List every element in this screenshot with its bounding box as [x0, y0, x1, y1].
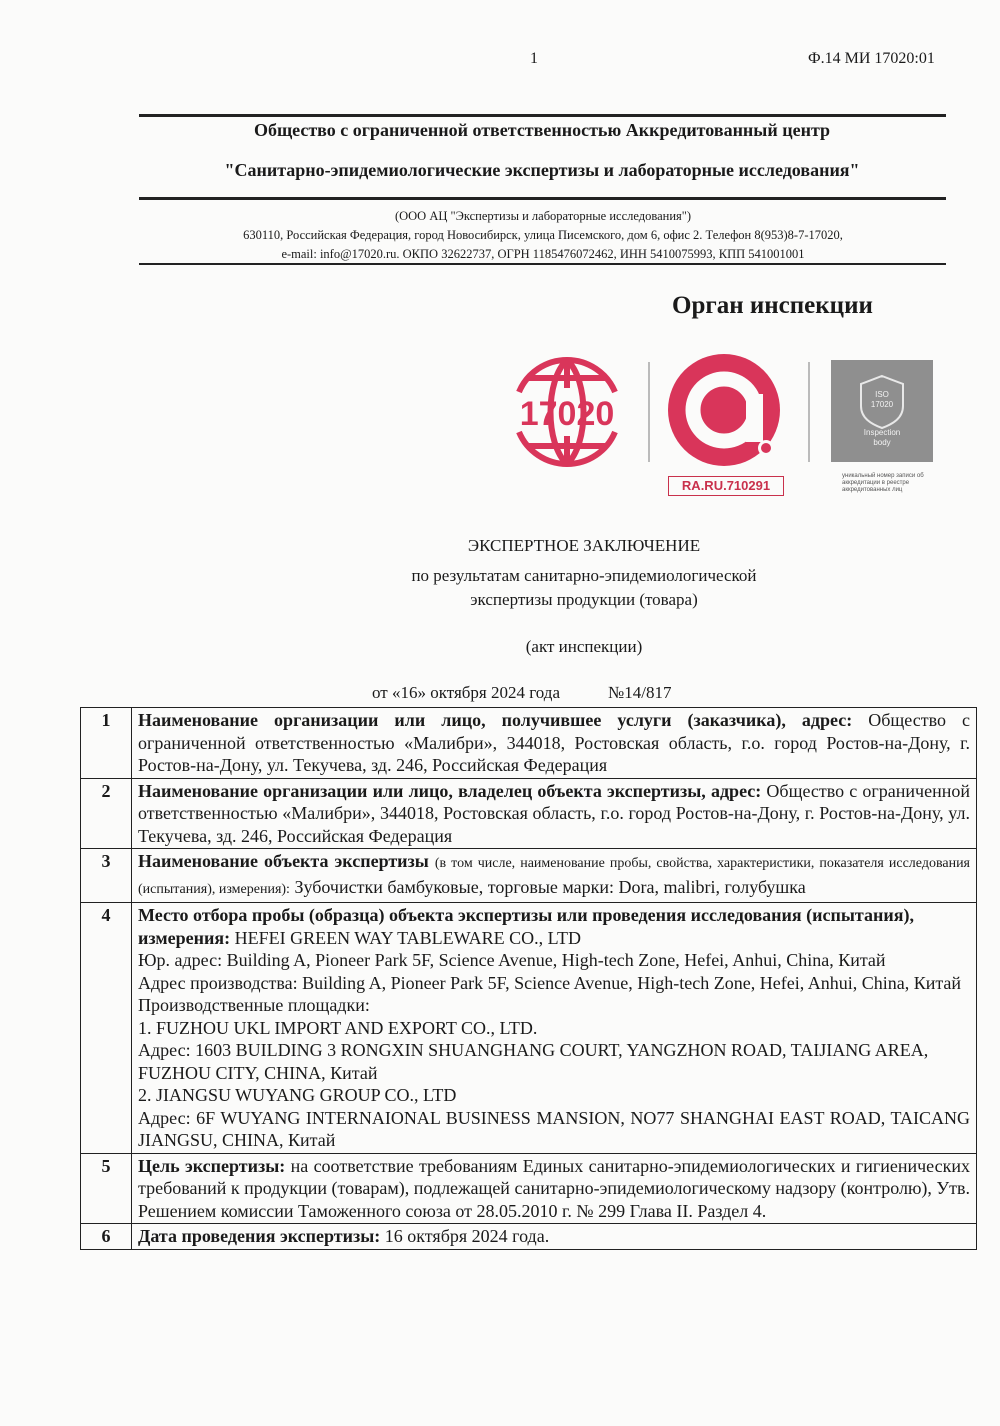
document-title: ЭКСПЕРТНОЕ ЗАКЛЮЧЕНИЕ	[467, 536, 701, 555]
production-site-1: 1. FUZHOU UKL IMPORT AND EXPORT CO., LTD.	[138, 1017, 538, 1038]
iso-label: ISO	[875, 390, 889, 399]
table-row	[81, 849, 977, 903]
logo-17020-text: 17020	[519, 395, 615, 433]
row-number: 1	[81, 708, 132, 779]
document-date: от «16» октября 2024 года	[372, 683, 560, 702]
row-number: 6	[81, 1224, 132, 1250]
row-content	[132, 849, 977, 903]
organization-name-line1: Общество с ограниченной ответственностью Аккредитованный центр	[253, 120, 831, 140]
accreditation-a-logo-icon	[666, 352, 786, 477]
row-text: Зубочистки бамбуковые, торговые марки: Dora, malibri, голубушка	[294, 876, 806, 897]
form-code: Ф.14 МИ 17020:01	[808, 50, 935, 67]
production-sites-heading: Производственные площадки:	[138, 995, 370, 1015]
header-top-rule	[139, 114, 946, 117]
header-middle-rule	[139, 197, 946, 200]
row-label: Наименование объекта экспертизы	[138, 851, 429, 871]
row-content	[132, 1153, 977, 1224]
document-act-label: (акт инспекции)	[525, 637, 643, 656]
row-text: на соответствие требованиям Единых санитарно-эпидемиологических и гигиенических требований к продукции (товарам), подлежащей санитарно-эпидемиологическому надзору (контролю), Утв. Решением комиссии Таможенного союза от 28.05.2010 г. № 299 Глава II. Раздел 4.	[138, 1155, 970, 1221]
row-text: HEFEI GREEN WAY TABLEWARE CO., LTD	[234, 927, 581, 948]
globe-17020-logo-icon	[505, 352, 629, 477]
row-label: Место отбора пробы (образца) объекта экспертизы или проведения исследования (испытания), измерения:	[138, 905, 914, 948]
organization-address: 630110, Российская Федерация, город Новосибирск, улица Писемского, дом 6, офис 2. Телефон 8(953)8-7-17020,	[243, 228, 843, 242]
table-row	[81, 778, 977, 849]
iso-17020-badge	[831, 360, 933, 462]
row-text: Общество с ограниченной ответственностью «Малибри», 344018, Ростовская область, г.о. город Ростов-на-Дону, г. Ростов-на-Дону, ул. Текучева, зд. 246, Российская Федерация	[138, 710, 970, 775]
row-label: Наименование организации или лицо, получившее услуги (заказчика), адрес:	[138, 710, 853, 730]
row-note: (в том числе, наименование пробы, свойства, характеристики, показателя исследования (испытания), измерения):	[138, 856, 971, 897]
iso-standard-number: 17020	[870, 400, 894, 409]
page-number: 1	[530, 50, 538, 67]
iso-registry-note: уникальный номер записи об аккредитации в реестре аккредитованных лиц	[842, 473, 924, 493]
logo-divider	[808, 362, 810, 462]
row-content	[132, 1224, 977, 1250]
organization-short-name: (ООО АЦ "Экспертизы и лабораторные исследования")	[394, 209, 692, 223]
production-site-2: 2. JIANGSU WUYANG GROUP CO., LTD	[138, 1085, 457, 1105]
production-site-2-address: Адрес: 6F WUYANG INTERNAIONAL BUSINESS MANSION, NO77 SHANGHAI EAST ROAD, TAICANG JIANGSU, CHINA, Китай	[138, 1107, 970, 1150]
logo-divider	[648, 362, 650, 462]
row-number: 5	[81, 1153, 132, 1224]
production-address: Адрес производства: Building A, Pioneer Park 5F, Science Avenue, High-tech Zone, Hefei, Anhui, China, Китай	[138, 972, 962, 993]
production-site-1-address: Адрес: 1603 BUILDING 3 RONGXIN SHUANGHANG COURT, YANGZHON ROAD, TAIJIANG AREA, FUZHOU CITY, CHINA, Китай	[138, 1040, 929, 1083]
inspection-body-title: Орган инспекции	[672, 292, 873, 319]
row-label: Наименование организации или лицо, владелец объекта экспертизы, адрес:	[138, 780, 762, 801]
document-number: №14/817	[608, 683, 672, 702]
table-row	[81, 1153, 977, 1224]
legal-address: Юр. адрес: Building A, Pioneer Park 5F, Science Avenue, High-tech Zone, Hefei, Anhui, China, Китай	[138, 950, 886, 970]
document-subtitle-line1: по результатам санитарно-эпидемиологической	[411, 566, 757, 585]
header-bottom-rule	[139, 263, 946, 265]
iso-inspection-label: Inspection	[863, 428, 901, 437]
organization-contacts: e-mail: info@17020.ru. ОКПО 32622737, ОГРН 1185476072462, ИНН 5410075993, КПП 541001001	[281, 247, 805, 261]
table-row	[81, 708, 977, 779]
row-number: 2	[81, 778, 132, 849]
iso-body-label: body	[873, 438, 891, 447]
row-content	[132, 778, 977, 849]
row-text: Общество с ограниченной ответственностью «Малибри», 344018, Ростовская область, г.о. город Ростов-на-Дону, г. Ростов-на-Дону, ул. Текучева, зд. 246, Российская Федерация	[138, 780, 970, 846]
row-label: Дата проведения экспертизы:	[138, 1226, 381, 1246]
row-number: 4	[81, 903, 132, 1154]
row-content	[132, 708, 977, 779]
row-content	[132, 903, 977, 1154]
accreditation-number: RA.RU.710291	[668, 476, 784, 496]
row-number: 3	[81, 849, 132, 903]
organization-name-line2: "Санитарно-эпидемиологические экспертизы и лабораторные исследования"	[224, 160, 860, 180]
expertise-table	[80, 707, 977, 1250]
document-subtitle-line2: экспертизы продукции (товара)	[470, 590, 698, 609]
row-label: Цель экспертизы:	[138, 1155, 286, 1176]
row-text: 16 октября 2024 года.	[384, 1226, 550, 1246]
table-row	[81, 1224, 977, 1250]
table-row	[81, 903, 977, 1154]
